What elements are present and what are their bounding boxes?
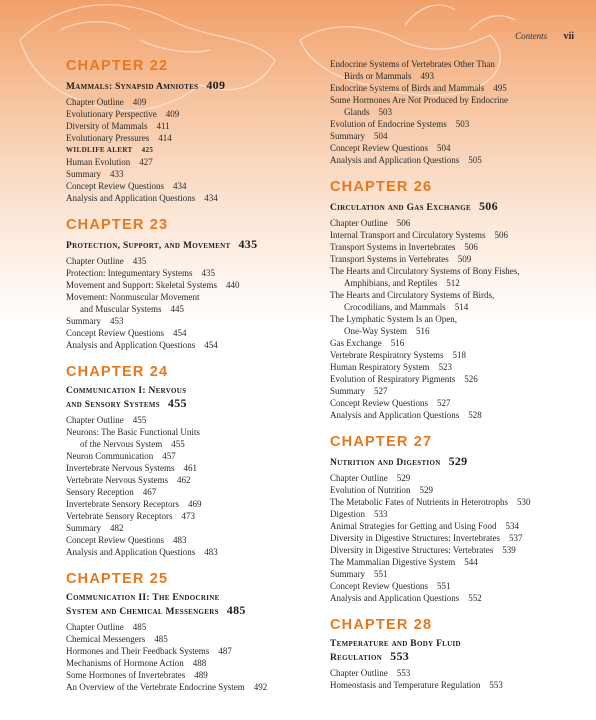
chapter-title[interactable]: [66, 238, 326, 252]
toc-entry[interactable]: [66, 645, 326, 657]
toc-entry[interactable]: [66, 315, 326, 327]
chapter-title[interactable]: [66, 592, 326, 618]
toc-entry-page: 435: [201, 268, 215, 278]
toc-entry[interactable]: [66, 462, 326, 474]
toc-entry-title: Diversity in Digestive Structures: Vertebrates: [330, 545, 494, 555]
toc-entry-title: Evolutionary Perspective: [66, 109, 157, 119]
toc-entry[interactable]: [66, 681, 326, 693]
chapter-block: [330, 434, 590, 604]
toc-entry-title: Endocrine Systems of Birds and Mammals: [330, 83, 485, 93]
toc-entry-page: 488: [192, 658, 207, 668]
toc-entry[interactable]: [66, 546, 326, 558]
toc-entry-title: Mechanisms of Hormone Action: [66, 658, 184, 668]
chapter-start-page: 553: [390, 649, 410, 663]
toc-entry-page: 427: [139, 157, 153, 167]
toc-entry[interactable]: [330, 361, 590, 373]
toc-entry-page: 539: [502, 545, 516, 555]
toc-entry-title: The Mammalian Digestive System: [330, 557, 456, 567]
toc-entry-title: Concept Review Questions: [330, 143, 428, 153]
toc-entry-title: Chapter Outline: [330, 668, 388, 678]
toc-entry-page: 528: [468, 410, 482, 420]
chapter-start-page: 529: [448, 454, 468, 468]
toc-entry-title: Some Hormones of Invertebrates: [66, 670, 186, 680]
toc-entry-page: 526: [464, 374, 478, 384]
page-number: vii: [563, 31, 574, 42]
toc-entry-title: Evolution of Nutrition: [330, 485, 411, 495]
chapter-title[interactable]: [330, 455, 590, 469]
toc-entry-title: Sensory Reception: [66, 487, 134, 497]
chapter-title[interactable]: [330, 200, 590, 214]
chapter-start-page: 485: [226, 603, 246, 617]
toc-entry-page: 454: [204, 340, 218, 350]
toc-entry-page: 516: [416, 326, 430, 336]
toc-entry[interactable]: [330, 556, 590, 568]
toc-entry-page: 483: [204, 547, 218, 557]
toc-entry[interactable]: [330, 544, 590, 556]
toc-entry-page: 434: [204, 193, 218, 203]
toc-entry-page: 504: [374, 131, 388, 141]
chapter-heading: CHAPTER 25: [66, 571, 169, 587]
toc-entry-title: The Hearts and Circulatory Systems of Bony Fishes,: [330, 266, 520, 276]
toc-entry-page: 489: [194, 670, 208, 680]
toc-entry-title: Gas Exchange: [330, 338, 382, 348]
toc-entry[interactable]: [66, 255, 326, 267]
toc-entry[interactable]: [330, 667, 590, 679]
toc-entry-title: Summary: [330, 569, 365, 579]
toc-entry-title: Chapter Outline: [330, 218, 388, 228]
toc-entry-title: Concept Review Questions: [330, 581, 428, 591]
toc-entry[interactable]: [66, 303, 326, 315]
toc-entry-title: Evolution of Endocrine Systems: [330, 119, 447, 129]
running-header-label: Contents: [515, 31, 548, 41]
toc-entry[interactable]: [330, 118, 590, 130]
toc-entry[interactable]: [330, 472, 590, 484]
toc-entry[interactable]: [66, 279, 326, 291]
toc-entry-page: 523: [438, 362, 452, 372]
toc-entry-title: Invertebrate Sensory Receptors: [66, 499, 179, 509]
toc-entry-page: 553: [489, 680, 503, 690]
toc-entry[interactable]: [330, 385, 590, 397]
toc-entry[interactable]: [330, 94, 590, 106]
toc-entry[interactable]: [66, 486, 326, 498]
toc-entry[interactable]: [330, 82, 590, 94]
chapter-title-line: Communication I: Nervous: [66, 386, 187, 396]
toc-entry-title: Chapter Outline: [66, 97, 124, 107]
toc-entry-page: 492: [253, 682, 268, 692]
toc-entry-title: Invertebrate Nervous Systems: [66, 463, 175, 473]
toc-entry[interactable]: [330, 508, 590, 520]
toc-entry[interactable]: [66, 669, 326, 681]
chapter-block: [66, 364, 326, 558]
toc-entry-page: 409: [165, 109, 180, 119]
toc-entry-title: Analysis and Application Questions: [330, 410, 460, 420]
toc-entry[interactable]: [330, 520, 590, 532]
toc-entry-page: 527: [374, 386, 388, 396]
chapter-block: [66, 571, 326, 693]
chapter-block: [66, 217, 326, 351]
toc-entry-page: 551: [437, 581, 451, 591]
toc-entry-page: 530: [516, 497, 531, 507]
toc-entry-title: Human Evolution: [66, 157, 131, 167]
toc-entry-title: Analysis and Application Questions: [66, 547, 196, 557]
toc-entry[interactable]: [330, 313, 590, 325]
toc-entry[interactable]: [330, 580, 590, 592]
toc-entry-page: 503: [378, 107, 392, 117]
chapter-title-line: Communication II: The Endocrine: [66, 593, 220, 603]
toc-entry-title: Vertebrate Sensory Receptors: [66, 511, 173, 521]
toc-entry-page: 485: [132, 622, 147, 632]
toc-entry-page: 409: [132, 97, 147, 107]
toc-entry[interactable]: [330, 409, 590, 421]
toc-entry[interactable]: [330, 265, 590, 277]
toc-entry-title: Chapter Outline: [66, 622, 124, 632]
toc-entry-title: Homeostasis and Temperature Regulation: [330, 680, 481, 690]
toc-entry-title: Concept Review Questions: [66, 535, 164, 545]
toc-entry-page: 505: [468, 155, 482, 165]
toc-entry-title: Internal Transport and Circulatory Systems: [330, 230, 486, 240]
toc-entry-page: 529: [396, 473, 411, 483]
toc-entry[interactable]: [330, 568, 590, 580]
toc-entry-title: Diversity of Mammals: [66, 121, 148, 131]
toc-left-column: [66, 58, 326, 706]
toc-entry-page: 462: [176, 475, 191, 485]
toc-entry[interactable]: [66, 633, 326, 645]
toc-entry[interactable]: [66, 168, 326, 180]
toc-entry[interactable]: [330, 325, 590, 337]
toc-entry-page: 518: [452, 350, 466, 360]
toc-entry-page: 527: [437, 398, 451, 408]
toc-entry[interactable]: [66, 474, 326, 486]
toc-entry[interactable]: [330, 289, 590, 301]
toc-entry-page: 453: [110, 316, 124, 326]
toc-entry[interactable]: [66, 498, 326, 510]
toc-entry-title: Hormones and Their Feedback Systems: [66, 646, 210, 656]
toc-entry-title: Animal Strategies for Getting and Using Food: [330, 521, 497, 531]
toc-entry-title: Protection: Integumentary Systems: [66, 268, 193, 278]
toc-entry[interactable]: [330, 130, 590, 142]
toc-entry[interactable]: [330, 484, 590, 496]
toc-entry[interactable]: [330, 154, 590, 166]
toc-entry[interactable]: [66, 522, 326, 534]
running-header: [515, 31, 574, 42]
toc-entry-page: 504: [437, 143, 451, 153]
toc-entry-title: Summary: [66, 169, 101, 179]
toc-entry-title: Summary: [330, 131, 365, 141]
toc-entry-title: Chapter Outline: [66, 256, 124, 266]
toc-entry-title: Evolutionary Pressures: [66, 133, 150, 143]
toc-entry-title: Concept Review Questions: [66, 328, 164, 338]
toc-entry-page: 506: [464, 242, 478, 252]
toc-entry-title: Analysis and Application Questions: [330, 593, 460, 603]
toc-entry[interactable]: [66, 327, 326, 339]
toc-entry-page: 552: [468, 593, 482, 603]
chapter-title-line: Nutrition and Digestion: [330, 458, 441, 468]
toc-entry-page: 516: [390, 338, 405, 348]
toc-entry[interactable]: [66, 192, 326, 204]
toc-entry-title: An Overview of the Vertebrate Endocrine System: [66, 682, 245, 692]
toc-entry-title: Transport Systems in Vertebrates: [330, 254, 449, 264]
toc-entry[interactable]: [66, 450, 326, 462]
toc-entry[interactable]: [66, 534, 326, 546]
continued-entries: [330, 58, 590, 166]
toc-entry[interactable]: [66, 156, 326, 168]
toc-entry-title: Analysis and Application Questions: [66, 193, 196, 203]
chapter-start-page: 506: [479, 199, 498, 213]
chapter-title-line: and Sensory Systems: [66, 400, 160, 410]
toc-entry[interactable]: [330, 349, 590, 361]
chapter-start-page: 409: [206, 78, 226, 92]
toc-entry[interactable]: [66, 510, 326, 522]
toc-entry-page: 509: [457, 254, 472, 264]
chapter-title[interactable]: [66, 385, 326, 411]
toc-entry-page: 493: [420, 71, 434, 81]
chapter-block: [330, 179, 590, 421]
toc-entry-page: 529: [419, 485, 433, 495]
toc-entry-title: Neurons: The Basic Functional Units: [66, 427, 200, 437]
toc-entry-title: Movement: Nonmuscular Movement: [66, 292, 200, 302]
toc-entry[interactable]: [330, 679, 590, 691]
toc-entry[interactable]: [330, 373, 590, 385]
chapter-title-line: Regulation: [330, 653, 383, 663]
toc-entry-page: 457: [162, 451, 176, 461]
toc-entry[interactable]: [66, 438, 326, 450]
toc-entry[interactable]: [330, 532, 590, 544]
toc-entry-page: 544: [464, 557, 478, 567]
toc-entry-title: Evolution of Respiratory Pigments: [330, 374, 456, 384]
toc-entry[interactable]: [330, 217, 590, 229]
toc-entry[interactable]: [66, 426, 326, 438]
toc-entry-page: 506: [494, 230, 508, 240]
toc-entry[interactable]: [330, 106, 590, 118]
toc-entry-title: Analysis and Application Questions: [330, 155, 460, 165]
toc-entry-page: 482: [110, 523, 124, 533]
toc-entry-title: Chemical Messengers: [66, 634, 146, 644]
toc-entry-title: Vertebrate Respiratory Systems: [330, 350, 444, 360]
toc-entry[interactable]: [66, 144, 326, 156]
toc-entry-title: Human Respiratory System: [330, 362, 430, 372]
toc-entry-title: Analysis and Application Questions: [66, 340, 196, 350]
toc-entry-title: One-Way System: [344, 326, 408, 336]
chapter-heading: CHAPTER 23: [66, 217, 169, 233]
toc-entry-page: 414: [158, 133, 172, 143]
toc-entry-title: Vertebrate Nervous Systems: [66, 475, 168, 485]
toc-entry[interactable]: [330, 70, 590, 82]
toc-entry[interactable]: [330, 229, 590, 241]
chapter-heading: CHAPTER 28: [330, 617, 433, 633]
toc-entry-page: 435: [132, 256, 147, 266]
toc-entry-page: 454: [173, 328, 187, 338]
toc-entry-page: 485: [154, 634, 168, 644]
toc-entry-title: Glands: [344, 107, 370, 117]
toc-entry-page: 533: [374, 509, 388, 519]
toc-entry[interactable]: [66, 108, 326, 120]
toc-entry[interactable]: [330, 397, 590, 409]
chapter-start-page: 435: [238, 237, 258, 251]
toc-entry-title: Chapter Outline: [330, 473, 388, 483]
toc-entry[interactable]: [66, 132, 326, 144]
chapter-heading: CHAPTER 26: [330, 179, 433, 195]
toc-entry[interactable]: [330, 301, 590, 313]
toc-entry-page: 445: [170, 304, 184, 314]
toc-entry[interactable]: [66, 180, 326, 192]
toc-entry-title: Concept Review Questions: [330, 398, 428, 408]
toc-entry-page: 455: [132, 415, 147, 425]
toc-entry[interactable]: [66, 414, 326, 426]
toc-entry-page: 425: [141, 146, 154, 154]
toc-entry-title: Some Hormones Are Not Produced by Endocrine: [330, 95, 508, 105]
toc-entry-page: 467: [142, 487, 157, 497]
chapter-title-line: Protection, Support, and Movement: [66, 241, 231, 251]
toc-entry-page: 553: [396, 668, 411, 678]
toc-entry[interactable]: [66, 339, 326, 351]
toc-entry-page: 433: [110, 169, 124, 179]
toc-entry-title: Transport Systems in Invertebrates: [330, 242, 456, 252]
chapter-heading: CHAPTER 22: [66, 58, 169, 74]
toc-entry-title: WILDLIFE ALERT: [66, 146, 133, 154]
chapter-block: [330, 617, 590, 691]
toc-entry-title: The Metabolic Fates of Nutrients in Heterotrophs: [330, 497, 508, 507]
toc-entry-title: Summary: [330, 386, 365, 396]
toc-entry-title: of the Nervous System: [80, 439, 163, 449]
toc-entry-page: 487: [218, 646, 232, 656]
toc-entry-page: 537: [508, 533, 523, 543]
toc-entry-page: 473: [181, 511, 195, 521]
toc-entry-title: Birds or Mammals: [344, 71, 412, 81]
toc-entry-page: 455: [171, 439, 185, 449]
chapter-title-line: System and Chemical Messengers: [66, 607, 219, 617]
toc-right-column: [330, 58, 590, 704]
chapter-heading: CHAPTER 24: [66, 364, 169, 380]
toc-entry-title: Movement and Support: Skeletal Systems: [66, 280, 217, 290]
toc-entry-page: 534: [505, 521, 519, 531]
chapter-heading: CHAPTER 27: [330, 434, 433, 450]
toc-entry[interactable]: [66, 657, 326, 669]
toc-entry-page: 469: [187, 499, 202, 509]
toc-entry[interactable]: [66, 291, 326, 303]
toc-entry-title: The Hearts and Circulatory Systems of Birds,: [330, 290, 495, 300]
toc-entry-title: Summary: [66, 316, 101, 326]
chapter-title-line: Circulation and Gas Exchange: [330, 203, 471, 213]
toc-entry-page: 434: [173, 181, 187, 191]
toc-entry[interactable]: [330, 58, 590, 70]
chapter-title-line: Mammals: Synapsid Amniotes: [66, 82, 199, 92]
toc-entry-page: 461: [183, 463, 197, 473]
toc-entry-title: The Lymphatic System Is an Open,: [330, 314, 457, 324]
chapter-title[interactable]: [66, 79, 326, 93]
toc-entry-title: Diversity in Digestive Structures: Invertebrates: [330, 533, 500, 543]
chapter-start-page: 455: [167, 396, 187, 410]
toc-entry-page: 503: [455, 119, 470, 129]
toc-entry-title: Chapter Outline: [66, 415, 124, 425]
toc-entry-page: 514: [454, 302, 469, 312]
chapter-block: [66, 58, 326, 204]
toc-entry-title: and Muscular Systems: [80, 304, 162, 314]
chapter-title-line: Temperature and Body Fluid: [330, 639, 461, 649]
toc-entry[interactable]: [66, 267, 326, 279]
toc-entry-title: Summary: [66, 523, 101, 533]
toc-entry-page: 551: [374, 569, 388, 579]
toc-entry-title: Concept Review Questions: [66, 181, 164, 191]
toc-entry[interactable]: [66, 96, 326, 108]
toc-entry[interactable]: [330, 496, 590, 508]
toc-entry-page: 512: [446, 278, 460, 288]
toc-entry[interactable]: [330, 277, 590, 289]
toc-entry-title: Crocodilians, and Mammals: [344, 302, 446, 312]
toc-entry-title: Digestion: [330, 509, 365, 519]
toc-entry-title: Amphibians, and Reptiles: [344, 278, 438, 288]
toc-entry[interactable]: [330, 592, 590, 604]
toc-entry[interactable]: [330, 253, 590, 265]
toc-entry[interactable]: [66, 621, 326, 633]
toc-entry-page: 483: [173, 535, 187, 545]
toc-entry-page: 495: [493, 83, 507, 93]
toc-entry-page: 440: [226, 280, 240, 290]
toc-entry-page: 411: [156, 121, 170, 131]
toc-entry[interactable]: [330, 337, 590, 349]
toc-entry[interactable]: [330, 241, 590, 253]
toc-entry-title: Endocrine Systems of Vertebrates Other Than: [330, 59, 495, 69]
toc-entry-title: Neuron Communication: [66, 451, 154, 461]
chapter-title[interactable]: [330, 638, 590, 664]
toc-entry-page: 506: [396, 218, 411, 228]
toc-entry[interactable]: [66, 120, 326, 132]
toc-entry[interactable]: [330, 142, 590, 154]
